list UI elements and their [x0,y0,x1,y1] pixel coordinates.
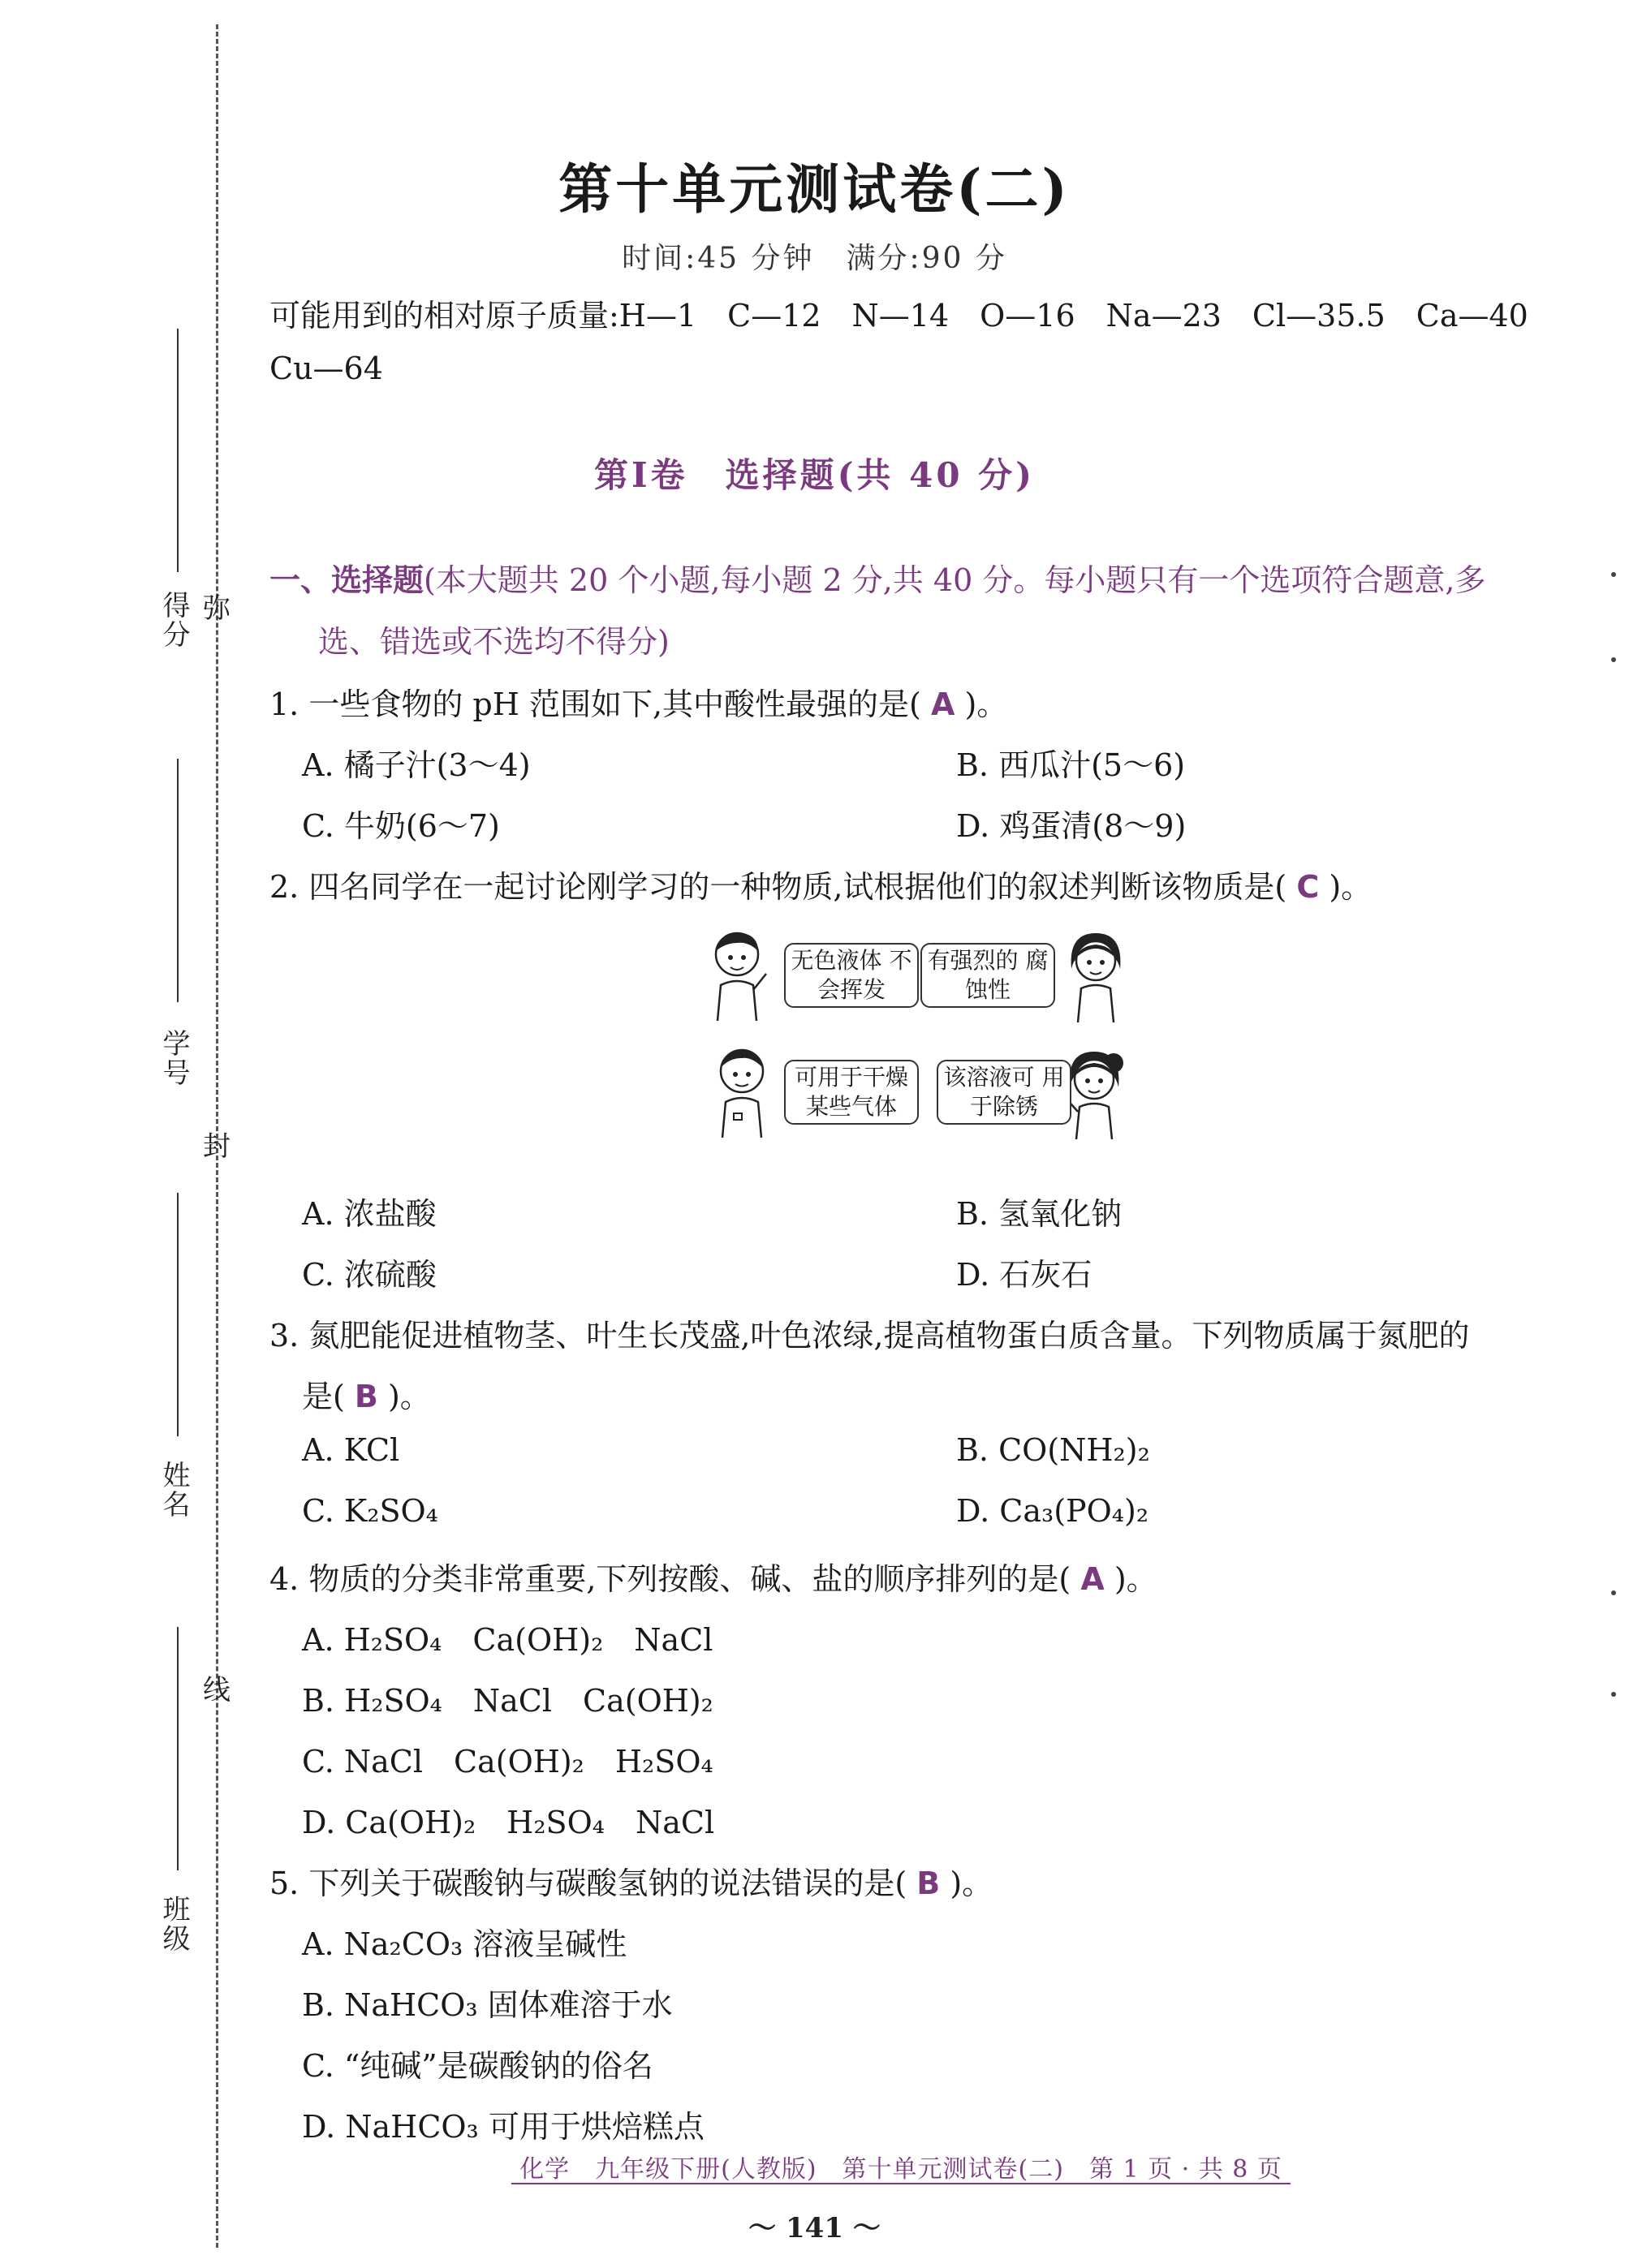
q5-close: )。 [950,1866,993,1901]
q4-option-b: B. H₂SO₄ NaCl Ca(OH)₂ [302,1683,713,1719]
q3-option-c: C. K₂SO₄ [302,1493,438,1529]
q1-stem-text: 1. 一些食物的 pH 范围如下,其中酸性最强的是( [269,686,921,722]
section-instructions [269,555,1485,600]
q5-answer: B [916,1866,941,1901]
q4-option-a: A. H₂SO₄ Ca(OH)₂ NaCl [302,1622,713,1658]
scan-mark [1611,572,1616,577]
atomic-masses-line1: 可能用到的相对原子质量:H—1 C—12 N—14 O—16 Na—23 Cl—35.5 Ca—40 [269,298,1528,334]
q5-option-a: A. Na₂CO₃ 溶液呈碱性 [302,1926,627,1962]
question-5-stem [269,1858,993,1903]
section-title: 第Ⅰ卷 选择题(共 40 分) [593,455,1036,495]
question-3-stem: 3. 氮肥能促进植物茎、叶生长茂盛,叶色浓绿,提高植物蛋白质含量。下列物质属于氮肥的 [269,1318,1470,1353]
class-label: 班级 [157,1895,190,1953]
scan-mark [1611,1692,1616,1697]
speech-bubble-4: 该溶液可 用于除锈 [937,1060,1071,1125]
q3-option-d: D. Ca₃(PO₄)₂ [956,1493,1149,1529]
scan-mark [1611,657,1616,662]
class-write-line [177,1627,179,1870]
q5-stem-text: 5. 下列关于碳酸钠与碳酸氢钠的说法错误的是( [269,1866,907,1901]
instructions-text: (本大题共 20 个小题,每小题 2 分,共 40 分。每小题只有一个选项符合题意,多 [424,562,1486,598]
q3-option-b: B. CO(NH₂)₂ [956,1432,1150,1468]
q2-close: )。 [1329,869,1373,905]
q3-close: )。 [387,1379,431,1414]
question-1-stem [269,679,1007,724]
q3-answer: B [354,1379,378,1414]
q5-option-b: B. NaHCO₃ 固体难溶于水 [302,1987,673,2023]
instructions-continued: 选、错选或不选均不得分) [318,624,670,660]
speech-bubble-3: 可用于干燥 某些气体 [784,1060,919,1125]
student-id-label: 学号 [157,1029,190,1087]
question-3-stem-continued [302,1371,431,1416]
q3-option-a: A. KCl [302,1432,400,1468]
name-write-line [177,1193,179,1436]
q2-answer: C [1296,869,1320,905]
q2-stem-text: 2. 四名同学在一起讨论刚学习的一种物质,试根据他们的叙述判断该物质是( [269,869,1287,905]
student-boy-icon [711,1044,776,1139]
seal-mark: 封 [203,1130,231,1163]
page-title: 第十单元测试卷(二) [558,157,1071,221]
exam-time-score: 时间:45 分钟 满分:90 分 [622,242,1007,275]
q1-answer: A [930,686,955,722]
question-2-stem [269,862,1372,906]
score-label: 得分 [157,591,190,649]
students-discussion-illustration [706,923,1128,1141]
student-girl-icon [1063,928,1128,1024]
question-4-stem [269,1554,1157,1599]
speech-bubble-2: 有强烈的 腐蚀性 [920,943,1055,1008]
q4-option-d: D. Ca(OH)₂ H₂SO₄ NaCl [302,1805,715,1840]
footer-info: 化学 九年级下册(人教版) 第十单元测试卷(二) 第 1 页 · 共 8 页 [519,2155,1282,2184]
q3-stem-text: 是( [302,1379,345,1414]
student-boy-icon [706,927,771,1022]
q2-option-c: C. 浓硫酸 [302,1257,437,1293]
q2-option-b: B. 氢氧化钠 [956,1196,1123,1232]
atomic-masses-line2: Cu—64 [269,351,383,386]
q5-option-c: C. “纯碱”是碳酸钠的俗名 [302,2048,653,2084]
name-label: 姓名 [157,1461,190,1519]
q1-option-d: D. 鸡蛋清(8～9) [956,808,1187,844]
q4-close: )。 [1114,1561,1157,1597]
q1-option-c: C. 牛奶(6～7) [302,808,500,844]
footer-underline [511,2183,1291,2184]
scan-mark [1611,1590,1616,1595]
q4-stem-text: 4. 物质的分类非常重要,下列按酸、碱、盐的顺序排列的是( [269,1561,1071,1597]
q4-option-c: C. NaCl Ca(OH)₂ H₂SO₄ [302,1744,713,1780]
seal-mark: 线 [203,1674,231,1706]
q4-answer: A [1080,1561,1105,1597]
student-id-write-line [177,759,179,1002]
q5-option-d: D. NaHCO₃ 可用于烘焙糕点 [302,2109,705,2145]
page-number: ～ 141 ～ [748,2212,881,2244]
q1-close: )。 [964,686,1008,722]
q1-option-a: A. 橘子汁(3～4) [302,747,531,783]
speech-bubble-1: 无色液体 不会挥发 [784,943,919,1008]
part-label: 一、选择题 [269,562,424,598]
seal-mark: 弥 [203,592,231,625]
q2-option-a: A. 浓盐酸 [302,1196,437,1232]
q1-option-b: B. 西瓜汁(5～6) [956,747,1186,783]
q2-option-d: D. 石灰石 [956,1257,1092,1293]
